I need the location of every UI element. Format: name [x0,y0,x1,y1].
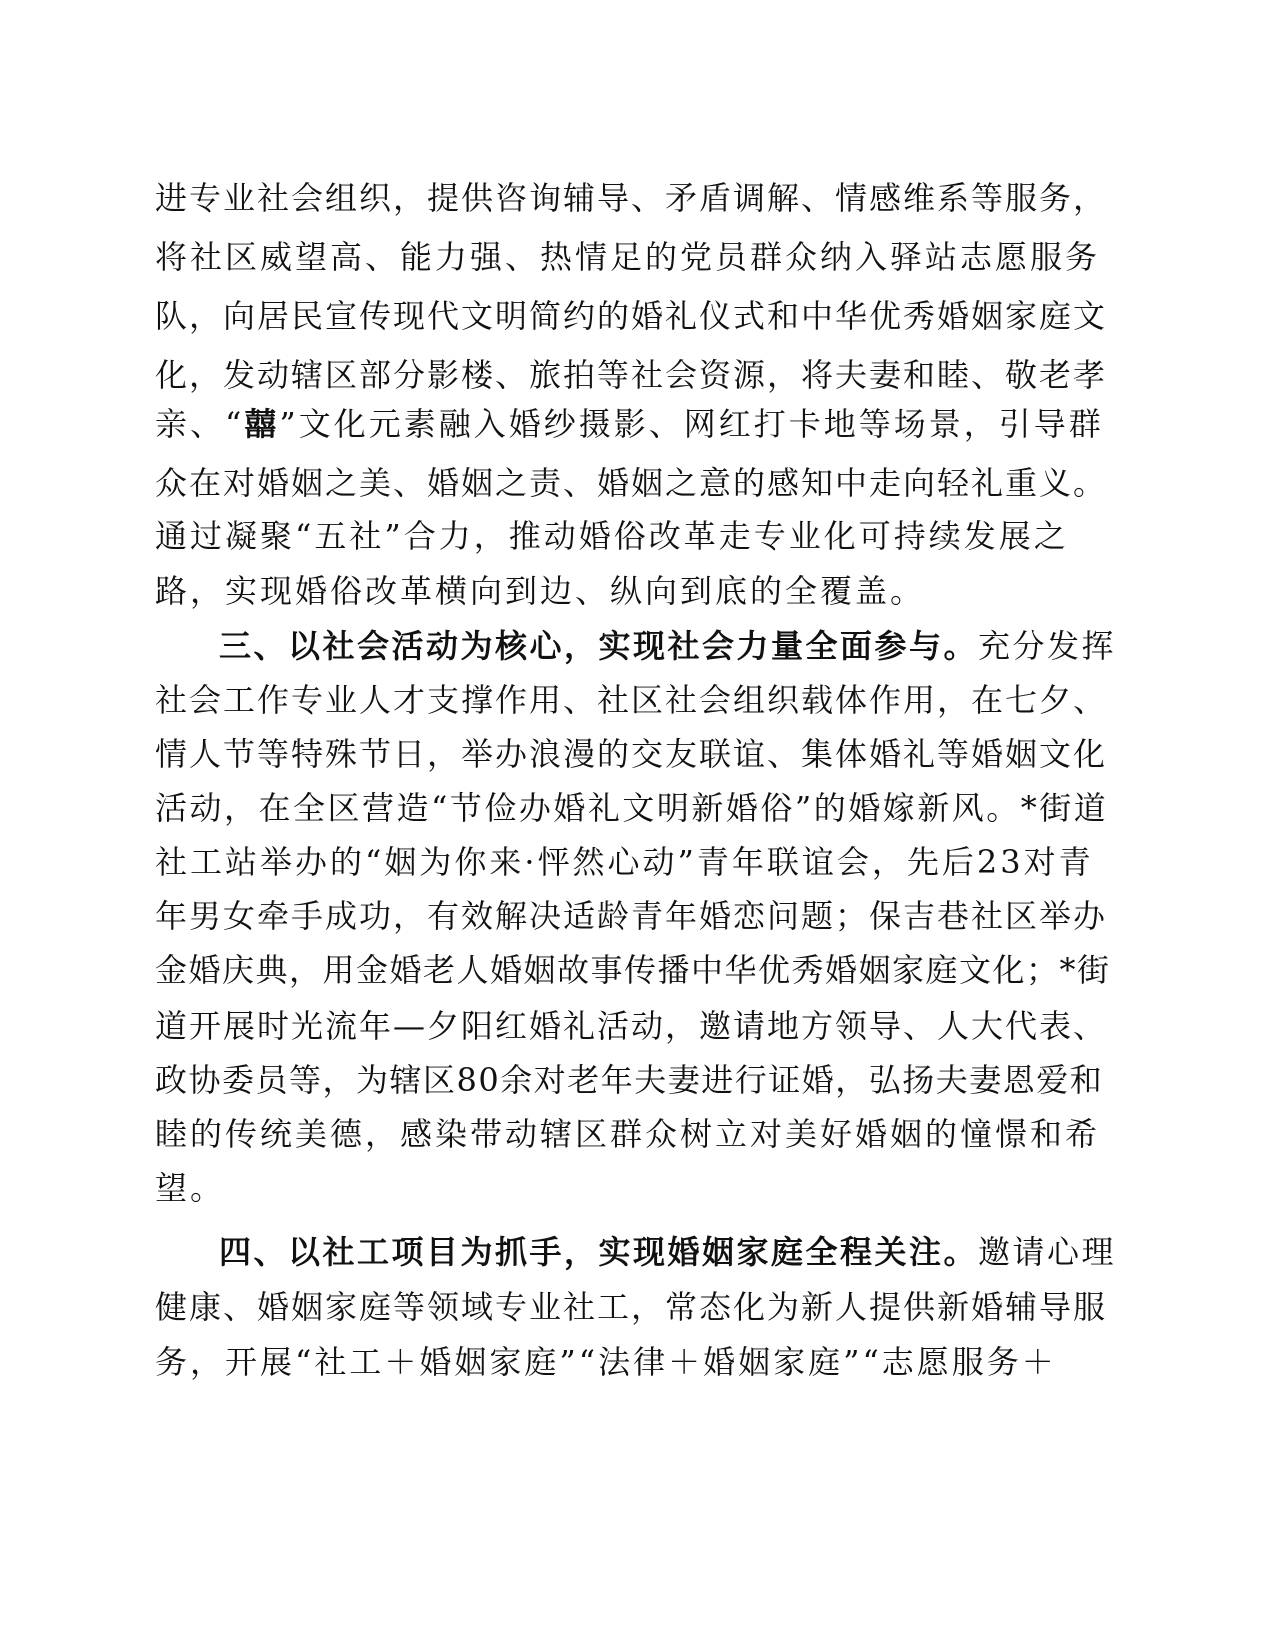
text-line: 社工站举办的“姻为你来·怦然心动”青年联谊会，先后23对青 [155,843,1094,881]
text-line: 进专业社会组织，提供咨询辅导、矛盾调解、情感维系等服务， [155,179,1108,217]
text-line: 年男女牵手成功，有效解决适龄青年婚恋问题；保吉巷社区举办 [155,897,1108,935]
text-line: 化，发动辖区部分影楼、旅拍等社会资源，将夫妻和睦、敬老孝 [155,356,1108,394]
paragraph-start-line [219,1226,1115,1278]
section-heading: 四、以社工项目为抓手，实现婚姻家庭全程关注。 [219,1233,979,1271]
paragraph-start-line [219,620,1115,672]
text-segment: 亲、“ [155,405,245,443]
text-line: 望。 [155,1169,226,1207]
text-line: 将社区威望高、能力强、热情足的党员群众纳入驿站志愿服务 [155,238,1101,276]
text-line: 通过凝聚“五社”合力，推动婚俗改革走专业化可持续发展之 [155,517,1069,555]
text-line: 道开展时光流年—夕阳红婚礼活动，邀请地方领导、人大代表、 [155,1007,1108,1045]
text-segment: 充分发挥 [978,627,1117,665]
text-segment: 邀请心理 [978,1233,1117,1271]
emphasis-character: 囍 [244,405,280,443]
text-line: 活动，在全区营造“节俭办婚礼文明新婚俗”的婚嫁新风。*街道 [155,789,1109,827]
text-line: 情人节等特殊节日，举办浪漫的交友联谊、集体婚礼等婚姻文化 [155,735,1108,773]
text-line: 健康、婚姻家庭等领域专业社工，常态化为新人提供新婚辅导服 [155,1288,1108,1326]
text-line: 政协委员等，为辖区80余对老年夫妻进行证婚，弘扬夫妻恩爱和 [155,1061,1104,1099]
text-line: 路，实现婚俗改革横向到边、纵向到底的全覆盖。 [155,572,926,610]
text-line: 众在对婚姻之美、婚姻之责、婚姻之意的感知中走向轻礼重义。 [155,464,1108,502]
text-line: 社会工作专业人才支撑作用、社区社会组织载体作用，在七夕、 [155,681,1108,719]
text-segment: ”文化元素融入婚纱摄影、网红打卡地等场景，引导群 [279,405,1104,443]
text-line: 金婚庆典，用金婚老人婚姻故事传播中华优秀婚姻家庭文化；*街 [155,951,1111,989]
text-line [155,398,1115,450]
section-heading: 三、以社会活动为核心，实现社会力量全面参与。 [219,627,979,665]
text-line: 睦的传统美德，感染带动辖区群众树立对美好婚姻的憧憬和希 [155,1115,1101,1153]
text-line: 务，开展“社工＋婚姻家庭”“法律＋婚姻家庭”“志愿服务＋ [155,1343,1057,1381]
text-line: 队，向居民宣传现代文明简约的婚礼仪式和中华优秀婚姻家庭文 [155,297,1108,335]
